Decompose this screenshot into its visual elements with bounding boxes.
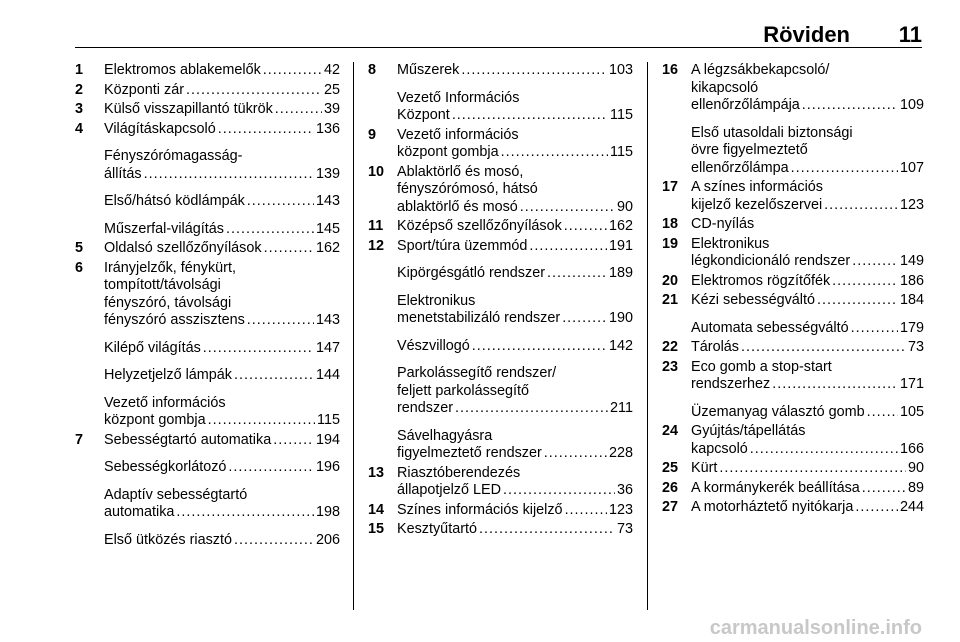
index-entry — [662, 499, 924, 517]
page-reference[interactable]: 36 — [616, 482, 633, 498]
dot-leader — [832, 273, 898, 291]
index-column-1 — [75, 62, 340, 551]
entry-label: kapcsoló — [691, 440, 748, 457]
entry-number: 17 — [662, 179, 679, 195]
entry-label: Oldalsó szellőzőnyílások — [104, 240, 262, 256]
dot-leader — [208, 412, 315, 430]
index-entry — [75, 340, 340, 358]
entry-label: Elektronikus — [691, 235, 770, 252]
index-entry — [368, 521, 633, 539]
page-reference[interactable]: 190 — [608, 310, 633, 326]
entry-number: 27 — [662, 499, 679, 515]
dot-leader — [564, 218, 607, 236]
index-entry — [368, 164, 633, 217]
dot-leader — [529, 238, 607, 256]
entry-label: Első ütközés riasztó — [104, 531, 232, 548]
entry-label: ellenőrzőlámpa — [691, 159, 789, 176]
dot-leader — [176, 504, 314, 522]
index-entry — [368, 365, 633, 418]
index-entry — [75, 240, 340, 258]
index-entry — [368, 465, 633, 500]
entry-number: 9 — [368, 126, 377, 143]
entry-label: Ablaktörlő és mosó, — [397, 163, 524, 180]
page-reference[interactable]: 149 — [899, 253, 924, 269]
page-reference[interactable]: 244 — [899, 499, 924, 515]
index-entry — [75, 193, 340, 211]
entry-number: 15 — [368, 521, 385, 537]
entry-label: központ gombja — [397, 144, 499, 160]
entry-number: 5 — [75, 240, 84, 256]
entry-number: 20 — [662, 272, 679, 289]
entry-number: 21 — [662, 292, 679, 308]
dot-leader — [226, 221, 314, 239]
index-entry — [75, 62, 340, 80]
dot-leader — [867, 404, 898, 422]
dot-leader — [862, 480, 906, 498]
entry-number: 2 — [75, 81, 84, 98]
page-reference[interactable]: 103 — [608, 62, 633, 78]
page-reference[interactable]: 186 — [899, 272, 924, 289]
page-reference[interactable]: 228 — [608, 445, 633, 461]
page-reference[interactable]: 73 — [907, 339, 924, 355]
dot-leader — [479, 521, 615, 539]
page-reference[interactable]: 147 — [315, 339, 340, 356]
page-reference[interactable]: 90 — [907, 460, 924, 476]
page-reference[interactable]: 115 — [317, 412, 340, 428]
dot-leader — [852, 253, 898, 271]
dot-leader — [452, 107, 608, 125]
page-reference[interactable]: 73 — [616, 521, 633, 537]
dot-leader — [520, 199, 615, 217]
entry-number: 3 — [75, 101, 84, 117]
dot-leader — [741, 339, 906, 357]
entry-label: Vezető információs — [104, 394, 226, 411]
dot-leader — [544, 445, 607, 463]
page-reference[interactable]: 105 — [899, 403, 924, 420]
page-reference[interactable]: 143 — [315, 312, 340, 328]
entry-label: Műszerfal-világítás — [104, 220, 224, 237]
index-entry — [662, 480, 924, 498]
index-entry — [662, 179, 924, 214]
entry-label: Első/hátsó ködlámpák — [104, 193, 245, 209]
dot-leader — [501, 144, 608, 162]
page-reference[interactable]: 162 — [608, 218, 633, 234]
page-reference[interactable]: 145 — [315, 220, 340, 237]
index-entry — [75, 532, 340, 550]
dot-leader — [851, 320, 898, 338]
entry-number: 1 — [75, 62, 84, 78]
dot-leader — [186, 82, 322, 100]
dot-leader — [461, 62, 607, 80]
entry-number: 18 — [662, 216, 679, 232]
page-reference[interactable]: 142 — [608, 337, 633, 354]
dot-leader — [144, 166, 314, 184]
dot-leader — [455, 400, 608, 418]
index-entry — [662, 339, 924, 357]
dot-leader — [247, 193, 314, 211]
page-reference[interactable]: 206 — [315, 531, 340, 548]
dot-leader — [817, 292, 898, 310]
entry-label: ellenőrzőlámpája — [691, 97, 800, 113]
entry-label: rendszer — [397, 400, 453, 416]
entry-label: Vészvillogó — [397, 337, 470, 354]
entry-label: Világításkapcsoló — [104, 120, 216, 137]
entry-label: Külső visszapillantó tükrök — [104, 101, 273, 117]
entry-number: 13 — [368, 464, 385, 481]
dot-leader — [263, 62, 322, 80]
entry-label: feljett parkolássegítő — [397, 382, 529, 399]
entry-label: Eco gomb a stop-start — [691, 358, 832, 375]
entry-label: rendszerhez — [691, 376, 771, 392]
index-entry — [368, 90, 633, 125]
page-reference[interactable]: 115 — [610, 144, 633, 160]
page-reference[interactable]: 191 — [608, 237, 633, 254]
entry-label: CD-nyílás — [691, 216, 755, 232]
index-entry — [75, 121, 340, 139]
index-entry — [662, 273, 924, 291]
entry-number: 23 — [662, 358, 679, 375]
entry-label: központ gombja — [104, 412, 206, 428]
index-entry — [662, 423, 924, 458]
page-reference[interactable]: 143 — [315, 193, 340, 209]
entry-number: 25 — [662, 460, 679, 476]
dot-leader — [802, 97, 898, 115]
page-reference[interactable]: 42 — [323, 62, 340, 78]
index-entry — [75, 148, 340, 183]
dot-leader — [273, 432, 314, 450]
page-reference[interactable]: 90 — [616, 198, 633, 215]
page-reference[interactable]: 123 — [608, 501, 633, 518]
page-reference[interactable]: 211 — [610, 400, 633, 416]
entry-label: figyelmeztető rendszer — [397, 445, 542, 461]
dot-leader — [791, 160, 898, 178]
entry-label: kijelző kezelőszervei — [691, 196, 823, 213]
entry-label: A motorháztető nyitókarja — [691, 499, 854, 515]
entry-label: kikapcsoló — [691, 79, 759, 96]
page-reference[interactable]: 39 — [323, 101, 340, 117]
index-entry — [368, 502, 633, 520]
entry-label: Sport/túra üzemmód — [397, 237, 528, 254]
entry-label: övre figyelmeztető — [691, 142, 808, 158]
page-reference[interactable]: 123 — [899, 196, 924, 213]
entry-number: 7 — [75, 431, 84, 448]
entry-label: Tárolás — [691, 339, 739, 355]
entry-number: 12 — [368, 237, 385, 254]
index-entry — [368, 293, 633, 328]
entry-label: Sebességkorlátozó — [104, 459, 227, 475]
entry-label: fényszóró asszisztens — [104, 312, 245, 328]
entry-label: tompított/távolsági — [104, 277, 221, 293]
entry-label: Sebességtartó automatika — [104, 431, 272, 448]
entry-label: Parkolássegítő rendszer/ — [397, 365, 557, 381]
page-number: 11 — [898, 22, 922, 47]
index-entry — [368, 62, 633, 80]
entry-number: 4 — [75, 120, 84, 137]
index-entry — [368, 265, 633, 283]
entry-label: Kézi sebességváltó — [691, 292, 815, 308]
entry-label: A színes információs — [691, 179, 823, 195]
entry-label: Központ — [397, 107, 450, 123]
column-divider — [353, 62, 354, 610]
index-entry — [75, 487, 340, 522]
entry-label: menetstabilizáló rendszer — [397, 310, 561, 326]
entry-label: Automata sebességváltó — [691, 319, 849, 336]
index-entry — [75, 82, 340, 100]
entry-number: 22 — [662, 339, 679, 355]
page-reference[interactable]: 194 — [315, 431, 340, 448]
page-reference[interactable]: 166 — [899, 440, 924, 457]
entry-label: Vezető Információs — [397, 89, 520, 106]
page-title: Röviden — [763, 22, 850, 47]
entry-label: Fényszórómagasság- — [104, 148, 243, 164]
index-entry — [75, 367, 340, 385]
dot-leader — [218, 121, 314, 139]
dot-leader — [275, 101, 322, 119]
index-entry — [368, 428, 633, 463]
index-entry — [662, 460, 924, 478]
dot-leader — [203, 340, 314, 358]
entry-label: A kormánykerék beállítása — [691, 479, 860, 496]
entry-label: Kipörgésgátló rendszer — [397, 265, 545, 281]
dot-leader — [247, 312, 314, 330]
dot-leader — [750, 441, 898, 459]
entry-label: légkondicionáló rendszer — [691, 253, 851, 269]
index-entry — [662, 216, 924, 234]
page-reference[interactable]: 198 — [315, 504, 340, 520]
entry-label: Gyújtás/tápellátás — [691, 423, 806, 439]
dot-leader — [472, 338, 607, 356]
dot-leader — [855, 499, 898, 517]
dot-leader — [503, 482, 615, 500]
entry-label: Színes információs kijelző — [397, 501, 563, 518]
entry-label: ablaktörlő és mosó — [397, 198, 518, 215]
entry-number: 16 — [662, 62, 679, 78]
entry-label: Sávelhagyásra — [397, 427, 493, 444]
page-reference[interactable]: 144 — [315, 367, 340, 383]
entry-label: automatika — [104, 504, 175, 520]
dot-leader — [228, 459, 314, 477]
entry-label: Kesztyűtartó — [397, 521, 477, 537]
entry-label: Elektronikus — [397, 292, 476, 309]
page-reference[interactable]: 184 — [899, 292, 924, 308]
index-entry — [662, 404, 924, 422]
column-divider — [647, 62, 648, 610]
index-entry — [368, 218, 633, 236]
entry-label: Üzemanyag választó gomb — [691, 403, 865, 420]
entry-label: Kilépő világítás — [104, 339, 201, 356]
index-entry — [662, 359, 924, 394]
entry-label: Középső szellőzőnyílások — [397, 218, 562, 234]
page-reference[interactable]: 171 — [899, 376, 924, 392]
page-reference[interactable]: 89 — [907, 479, 924, 496]
entry-label: fényszórómosó, hátsó — [397, 181, 538, 197]
entry-number: 14 — [368, 501, 385, 518]
dot-leader — [824, 197, 898, 215]
entry-label: Kürt — [691, 460, 718, 476]
index-column-3 — [662, 62, 924, 519]
page-reference[interactable]: 107 — [899, 159, 924, 176]
dot-leader — [772, 376, 898, 394]
index-entry — [662, 292, 924, 310]
watermark: carmanualsonline.info — [709, 617, 922, 639]
page-reference[interactable]: 189 — [608, 265, 633, 281]
page-reference[interactable]: 109 — [899, 97, 924, 113]
entry-label: Központi zár — [104, 81, 184, 98]
entry-number: 24 — [662, 423, 679, 439]
entry-number: 10 — [368, 163, 385, 180]
page-reference[interactable]: 139 — [315, 165, 340, 182]
index-entry — [662, 125, 924, 178]
header-rule — [75, 47, 922, 48]
entry-label: állítás — [104, 165, 142, 182]
index-entry — [368, 338, 633, 356]
entry-label: Riasztóberendezés — [397, 464, 521, 481]
index-entry — [662, 320, 924, 338]
index-entry — [75, 260, 340, 330]
entry-number: 6 — [75, 259, 84, 276]
entry-label: Helyzetjelző lámpák — [104, 367, 232, 383]
page-reference[interactable]: 196 — [315, 459, 340, 475]
index-column-2 — [368, 62, 633, 541]
page-reference[interactable]: 25 — [323, 81, 340, 98]
entry-label: fényszóró, távolsági — [104, 294, 232, 311]
index-entry — [662, 62, 924, 115]
dot-leader — [234, 367, 314, 385]
index-entry — [662, 236, 924, 271]
entry-label: Műszerek — [397, 62, 460, 78]
entry-label: Elektromos ablakemelők — [104, 62, 261, 78]
entry-number: 8 — [368, 62, 377, 78]
dot-leader — [565, 502, 607, 520]
entry-label: A légzsákbekapcsoló/ — [691, 62, 830, 78]
entry-number: 11 — [368, 218, 384, 234]
dot-leader — [264, 240, 314, 258]
index-entry — [75, 395, 340, 430]
index-entry — [368, 127, 633, 162]
entry-label: Irányjelzők, fénykürt, — [104, 259, 236, 276]
index-entry — [368, 238, 633, 256]
page-reference[interactable]: 179 — [899, 319, 924, 336]
index-entry — [75, 101, 340, 119]
index-entry — [75, 459, 340, 477]
dot-leader — [547, 265, 607, 283]
page-reference[interactable]: 115 — [610, 107, 633, 123]
entry-number: 19 — [662, 235, 679, 252]
index-entry — [75, 221, 340, 239]
entry-label: állapotjelző LED — [397, 482, 501, 498]
entry-label: Adaptív sebességtartó — [104, 486, 248, 503]
entry-label: Vezető információs — [397, 126, 519, 143]
index-entry — [75, 432, 340, 450]
dot-leader — [234, 532, 314, 550]
dot-leader — [562, 310, 607, 328]
page-reference[interactable]: 136 — [315, 120, 340, 137]
dot-leader — [719, 460, 906, 478]
entry-label: Elektromos rögzítőfék — [691, 272, 831, 289]
page-reference[interactable]: 162 — [315, 240, 340, 256]
entry-label: Első utasoldali biztonsági — [691, 124, 853, 141]
entry-number: 26 — [662, 479, 679, 496]
